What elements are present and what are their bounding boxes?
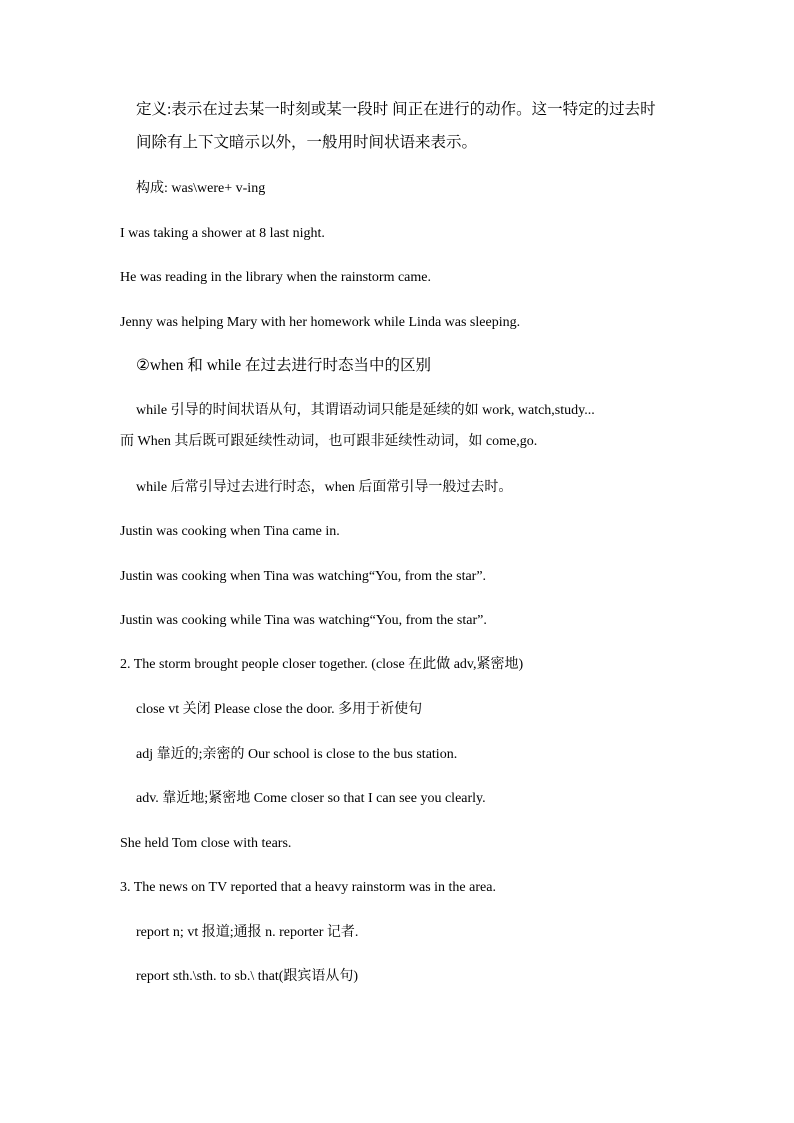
usage-line: adv. 靠近地;紧密地 Come closer so that I can see you clearly.: [136, 791, 486, 806]
usage-line: close vt 关闭 Please close the door. 多用于祈使句: [136, 702, 423, 717]
definition-line-2: 间除有上下文暗示以外，一般用时间状语来表示。: [136, 134, 478, 151]
explanation-line: while 后常引导过去进行时态，when 后面常引导一般过去时。: [136, 480, 513, 495]
usage-line: report n; vt 报道;通报 n. reporter 记者.: [136, 925, 359, 940]
definition-line-1: 定义:表示在过去某一时刻或某一段时 间正在进行的动作。这一特定的过去时: [136, 101, 656, 118]
item-3-heading: 3. The news on TV reported that a heavy rainstorm was in the area.: [120, 880, 496, 895]
example-sentence: Justin was cooking when Tina was watching“You, from the star”.: [120, 569, 487, 584]
usage-line: adj 靠近的;亲密的 Our school is close to the bus station.: [136, 747, 458, 762]
example-sentence: Jenny was helping Mary with her homework while Linda was sleeping.: [120, 315, 521, 330]
example-sentence: Justin was cooking when Tina came in.: [120, 524, 340, 539]
example-sentence: He was reading in the library when the rainstorm came.: [120, 270, 432, 285]
structure-line: 构成: was\were+ v-ing: [136, 181, 266, 196]
example-sentence: I was taking a shower at 8 last night.: [120, 226, 325, 241]
explanation-line: 而 When 其后既可跟延续性动词，也可跟非延续性动词，如 come,go.: [120, 434, 538, 449]
example-sentence: Justin was cooking while Tina was watching“You, from the star”.: [120, 613, 487, 628]
example-sentence: She held Tom close with tears.: [120, 836, 292, 851]
section-heading-when-while: ②when 和 while 在过去进行时态当中的区别: [136, 357, 432, 374]
explanation-line: while 引导的时间状语从句，其谓语动词只能是延续的如 work, watch,study...: [136, 403, 595, 418]
item-2-heading: 2. The storm brought people closer together. (close 在此做 adv,紧密地): [120, 657, 524, 672]
usage-line: report sth.\sth. to sb.\ that(跟宾语从句): [136, 969, 359, 984]
